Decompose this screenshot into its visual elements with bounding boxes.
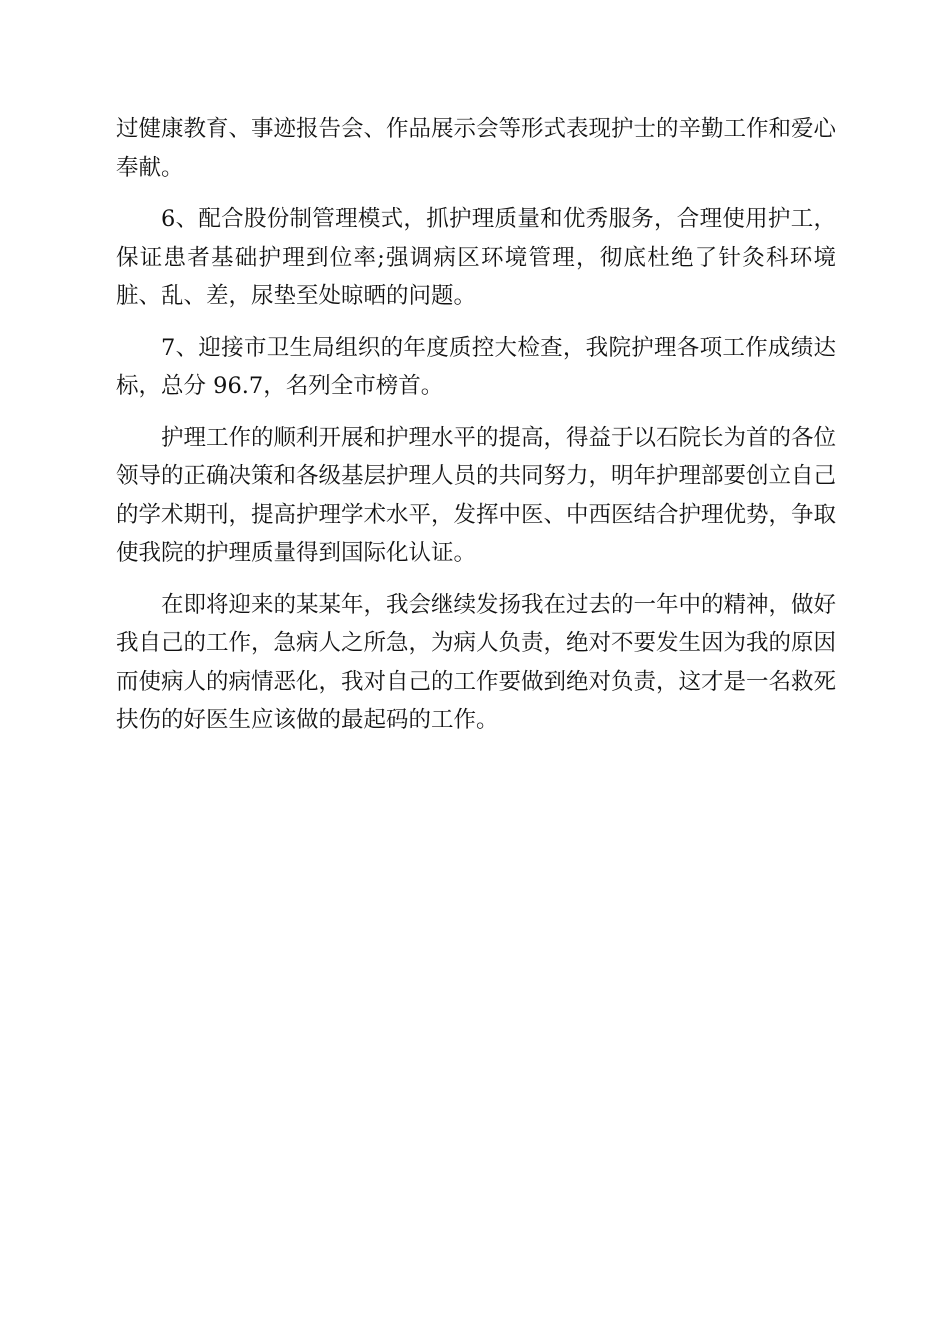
text-line: 保证患者基础护理到位率;强调病区环境管理，彻底杜绝了针灸科环境 (116, 244, 836, 271)
text-line: 的学术期刊，提高护理学术水平，发挥中医、中西医结合护理优势，争取 (116, 501, 837, 528)
text-line: 7、迎接市卫生局组织的年度质控大检查，我院护理各项工作成绩达 (161, 334, 836, 361)
text-line: 脏、乱、差，尿垫至处晾晒的问题。 (116, 283, 477, 309)
paragraph-item-7 (116, 329, 836, 406)
text-line: 护理工作的顺利开展和护理水平的提高，得益于以石院长为首的各位 (161, 424, 837, 451)
text-line: 领导的正确决策和各级基层护理人员的共同努力，明年护理部要创立自己 (116, 463, 837, 489)
text-line: 6、配合股份制管理模式，抓护理质量和优秀服务，合理使用护工， (161, 206, 836, 232)
paragraph-outlook (116, 586, 836, 740)
document-body (116, 110, 836, 753)
text-line: 使我院的护理质量得到国际化认证。 (116, 540, 477, 566)
text-line: 在即将迎来的某某年，我会继续发扬我在过去的一年中的精神，做好 (161, 591, 837, 618)
text-line: 标，总分 96.7，名列全市榜首。 (116, 373, 444, 399)
text-line: 扶伤的好医生应该做的最起码的工作。 (116, 707, 499, 733)
text-line: 奉献。 (116, 154, 184, 181)
text-line: 而使病人的病情恶化，我对自己的工作要做到绝对负责，这才是一名救死 (116, 668, 837, 695)
paragraph-item-6 (116, 200, 836, 316)
text-line: 过健康教育、事迹报告会、作品展示会等形式表现护士的辛勤工作和爱心 (116, 116, 837, 142)
text-line: 我自己的工作，急病人之所急，为病人负责，绝对不要发生因为我的原因 (116, 630, 837, 656)
paragraph-summary (116, 419, 836, 573)
paragraph-health-education (116, 110, 836, 187)
